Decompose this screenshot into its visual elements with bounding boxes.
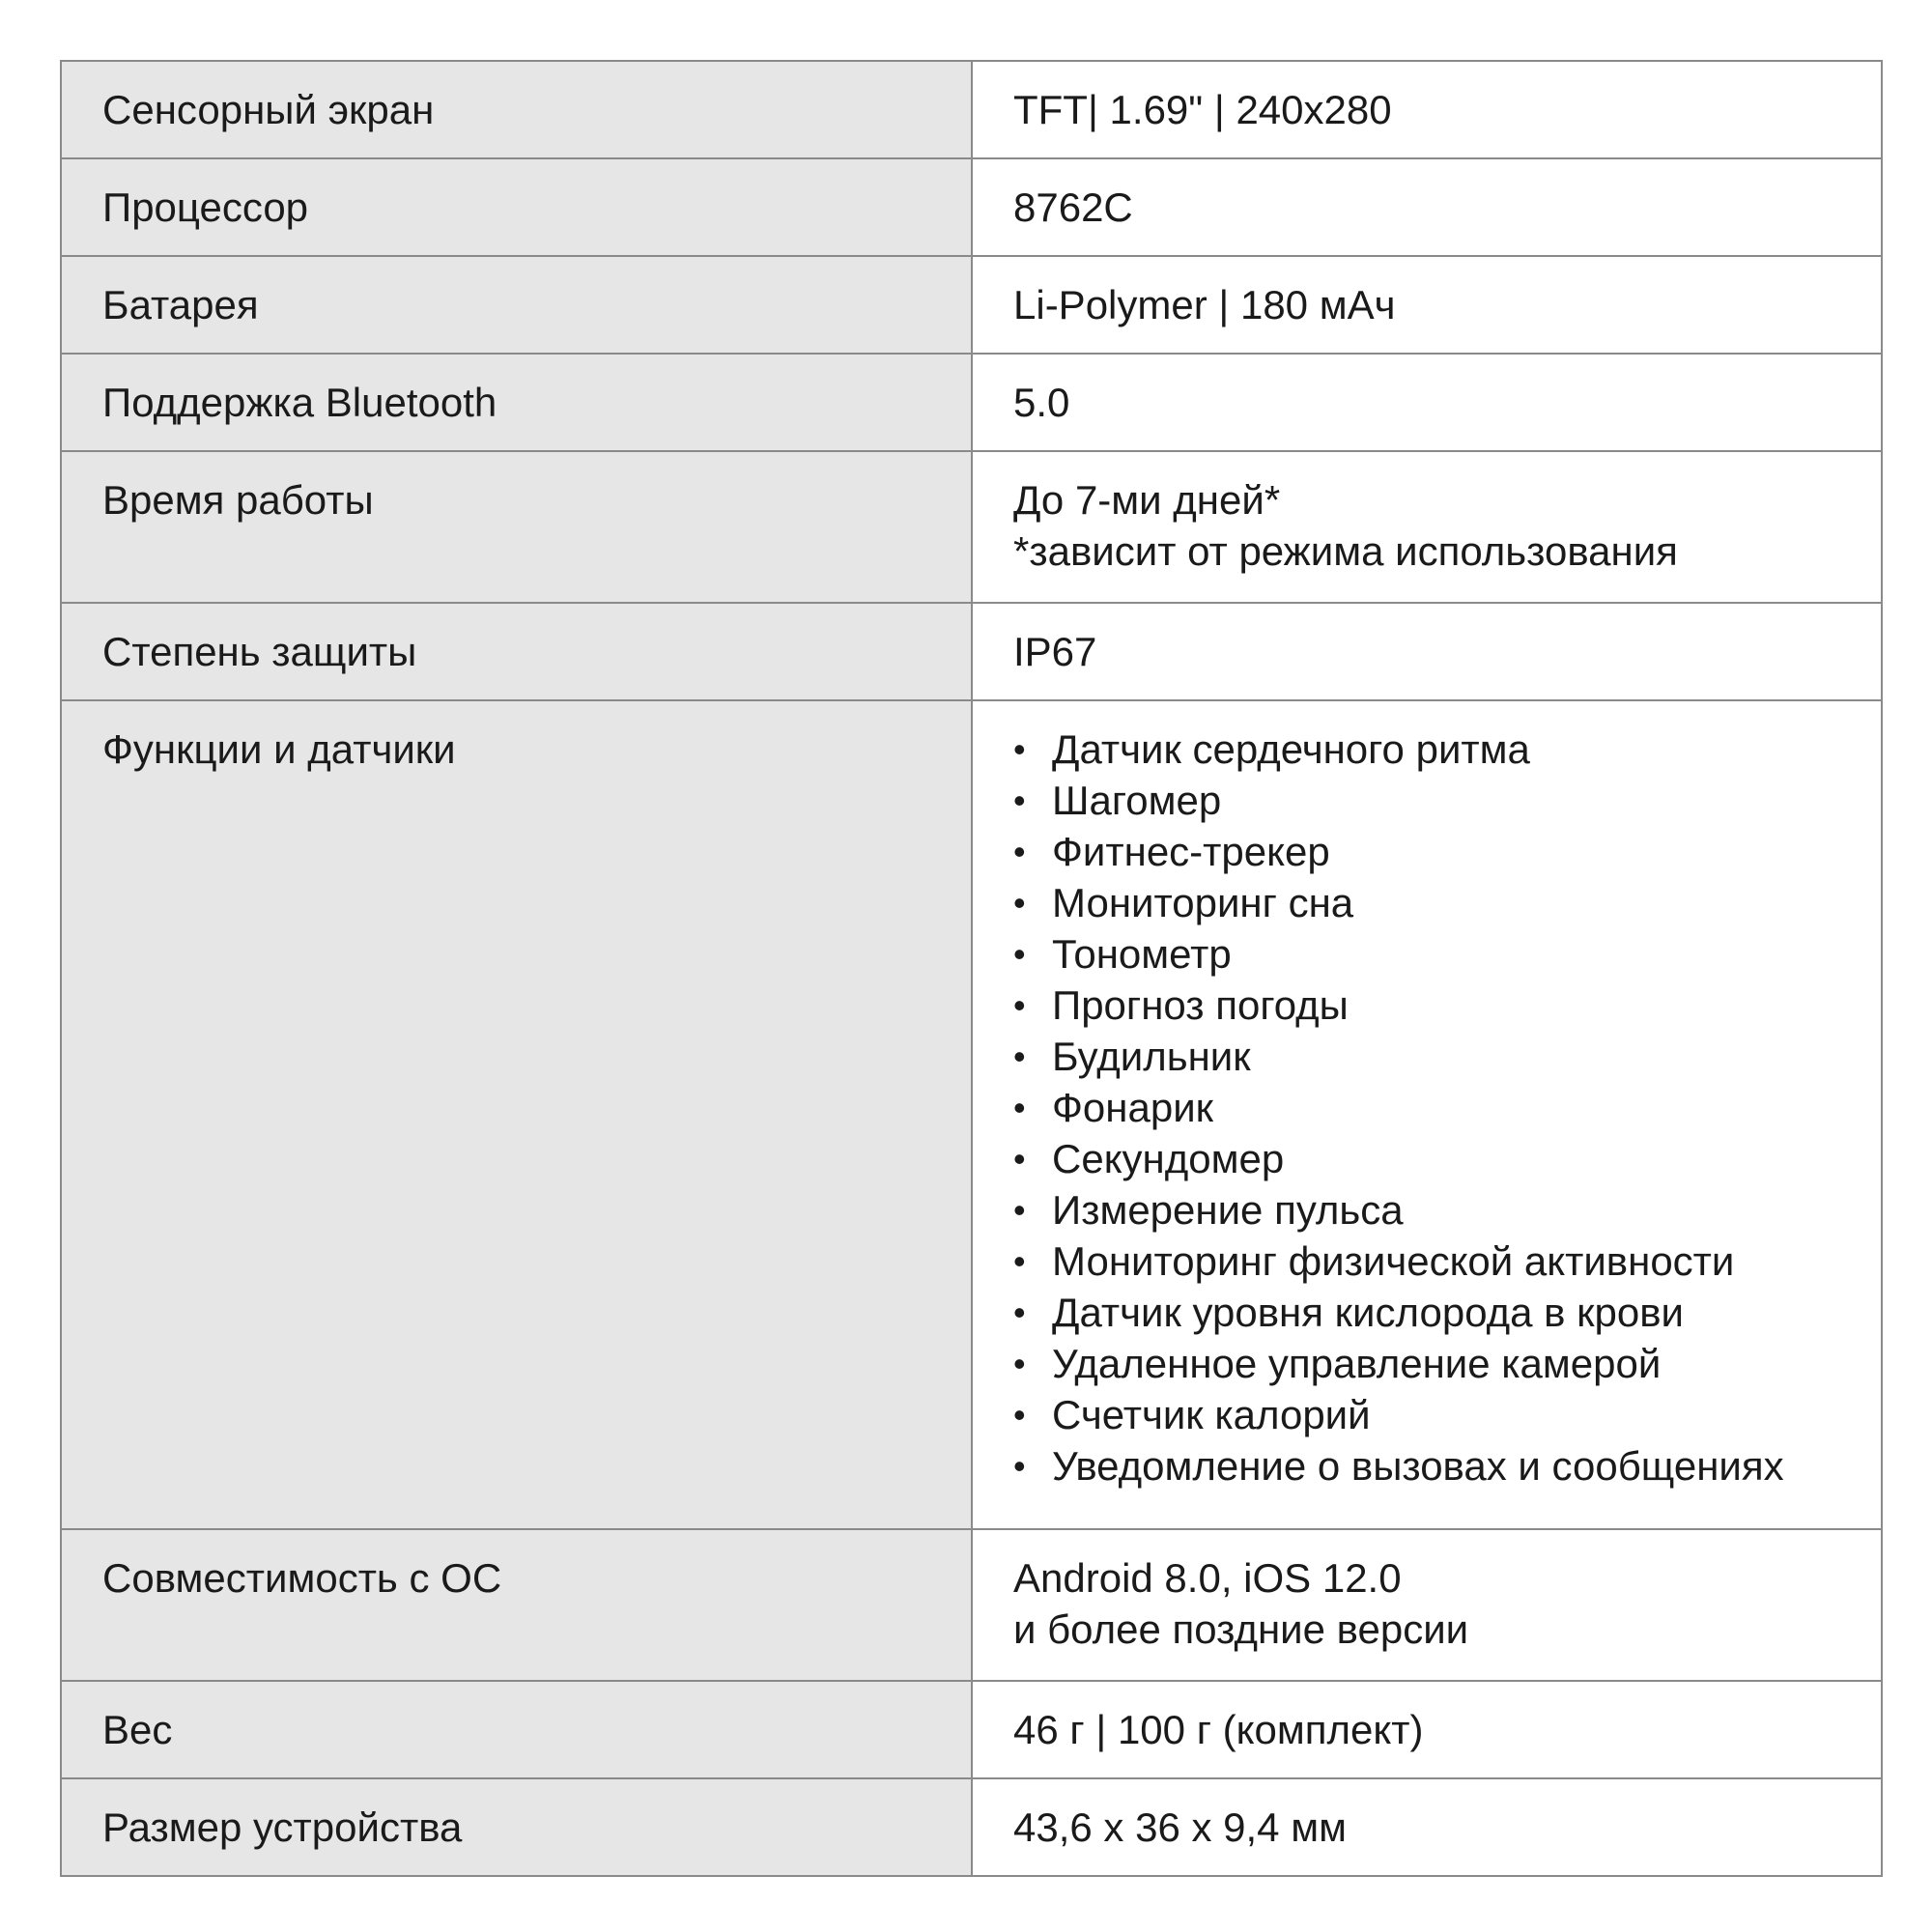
feature-item bbox=[1013, 877, 1852, 928]
spec-row-weight bbox=[61, 1681, 1882, 1778]
bullet-icon: • bbox=[1013, 832, 1026, 871]
bullet-icon: • bbox=[1013, 1446, 1026, 1486]
feature-text: Мониторинг физической активности bbox=[1052, 1238, 1735, 1284]
spec-row-runtime bbox=[61, 451, 1882, 603]
spec-value bbox=[972, 451, 1882, 603]
feature-item bbox=[1013, 724, 1852, 775]
feature-text: Датчик сердечного ритма bbox=[1052, 726, 1530, 772]
feature-item bbox=[1013, 826, 1852, 877]
spec-value: 5.0 bbox=[972, 354, 1882, 451]
spec-label: Размер устройства bbox=[61, 1778, 972, 1876]
bullet-icon: • bbox=[1013, 1139, 1026, 1179]
bullet-icon: • bbox=[1013, 1395, 1026, 1435]
feature-text: Удаленное управление камерой bbox=[1052, 1341, 1662, 1386]
spec-row-bluetooth bbox=[61, 354, 1882, 451]
feature-item bbox=[1013, 928, 1852, 980]
bullet-icon: • bbox=[1013, 1190, 1026, 1230]
bullet-icon: • bbox=[1013, 883, 1026, 923]
spec-value: 46 г | 100 г (комплект) bbox=[972, 1681, 1882, 1778]
feature-item bbox=[1013, 1236, 1852, 1287]
spec-label: Функции и датчики bbox=[61, 700, 972, 1529]
spec-label: Процессор bbox=[61, 158, 972, 256]
spec-row-size bbox=[61, 1778, 1882, 1876]
feature-item bbox=[1013, 1287, 1852, 1338]
spec-label: Степень защиты bbox=[61, 603, 972, 700]
feature-text: Уведомление о вызовах и сообщениях bbox=[1052, 1443, 1784, 1489]
spec-value: TFT| 1.69" | 240x280 bbox=[972, 61, 1882, 158]
feature-text: Фитнес-трекер bbox=[1052, 829, 1330, 874]
spec-label: Вес bbox=[61, 1681, 972, 1778]
feature-text: Секундомер bbox=[1052, 1136, 1285, 1181]
spec-label: Сенсорный экран bbox=[61, 61, 972, 158]
spec-value bbox=[972, 700, 1882, 1529]
spec-row-features bbox=[61, 700, 1882, 1529]
bullet-icon: • bbox=[1013, 1344, 1026, 1383]
feature-item bbox=[1013, 1184, 1852, 1236]
bullet-icon: • bbox=[1013, 1037, 1026, 1076]
feature-text: Фонарик bbox=[1052, 1085, 1214, 1130]
bullet-icon: • bbox=[1013, 1241, 1026, 1281]
feature-text: Шагомер bbox=[1052, 778, 1222, 823]
feature-text: Прогноз погоды bbox=[1052, 982, 1349, 1028]
spec-value: 8762C bbox=[972, 158, 1882, 256]
spec-value-line: Android 8.0, iOS 12.0 bbox=[1013, 1555, 1402, 1601]
spec-row-cpu bbox=[61, 158, 1882, 256]
spec-label: Поддержка Bluetooth bbox=[61, 354, 972, 451]
feature-text: Тонометр bbox=[1052, 931, 1232, 977]
spec-row-os bbox=[61, 1529, 1882, 1681]
feature-text: Измерение пульса bbox=[1052, 1187, 1404, 1233]
feature-text: Будильник bbox=[1052, 1034, 1251, 1079]
bullet-icon: • bbox=[1013, 781, 1026, 820]
spec-value bbox=[972, 1529, 1882, 1681]
spec-value: Li-Polymer | 180 мАч bbox=[972, 256, 1882, 354]
spec-value: IP67 bbox=[972, 603, 1882, 700]
feature-text: Счетчик калорий bbox=[1052, 1392, 1371, 1437]
feature-text: Датчик уровня кислорода в крови bbox=[1052, 1290, 1685, 1335]
spec-row-battery bbox=[61, 256, 1882, 354]
feature-item bbox=[1013, 1082, 1852, 1133]
feature-item bbox=[1013, 775, 1852, 826]
bullet-icon: • bbox=[1013, 934, 1026, 974]
feature-list bbox=[1013, 724, 1852, 1492]
spec-row-protection bbox=[61, 603, 1882, 700]
bullet-icon: • bbox=[1013, 1088, 1026, 1127]
spec-label: Совместимость с ОС bbox=[61, 1529, 972, 1681]
feature-item bbox=[1013, 1440, 1852, 1492]
spec-value-line: До 7-ми дней* bbox=[1013, 477, 1281, 523]
bullet-icon: • bbox=[1013, 1293, 1026, 1332]
spec-row-screen bbox=[61, 61, 1882, 158]
spec-label: Батарея bbox=[61, 256, 972, 354]
feature-text: Мониторинг сна bbox=[1052, 880, 1354, 925]
spec-value-note: *зависит от режима использования bbox=[1013, 528, 1678, 574]
spec-label: Время работы bbox=[61, 451, 972, 603]
spec-value-line: и более поздние версии bbox=[1013, 1606, 1469, 1652]
bullet-icon: • bbox=[1013, 985, 1026, 1025]
feature-item bbox=[1013, 1133, 1852, 1184]
bullet-icon: • bbox=[1013, 729, 1026, 769]
feature-item bbox=[1013, 1389, 1852, 1440]
feature-item bbox=[1013, 1338, 1852, 1389]
spec-table bbox=[60, 60, 1883, 1877]
spec-value: 43,6 x 36 x 9,4 мм bbox=[972, 1778, 1882, 1876]
feature-item bbox=[1013, 1031, 1852, 1082]
feature-item bbox=[1013, 980, 1852, 1031]
